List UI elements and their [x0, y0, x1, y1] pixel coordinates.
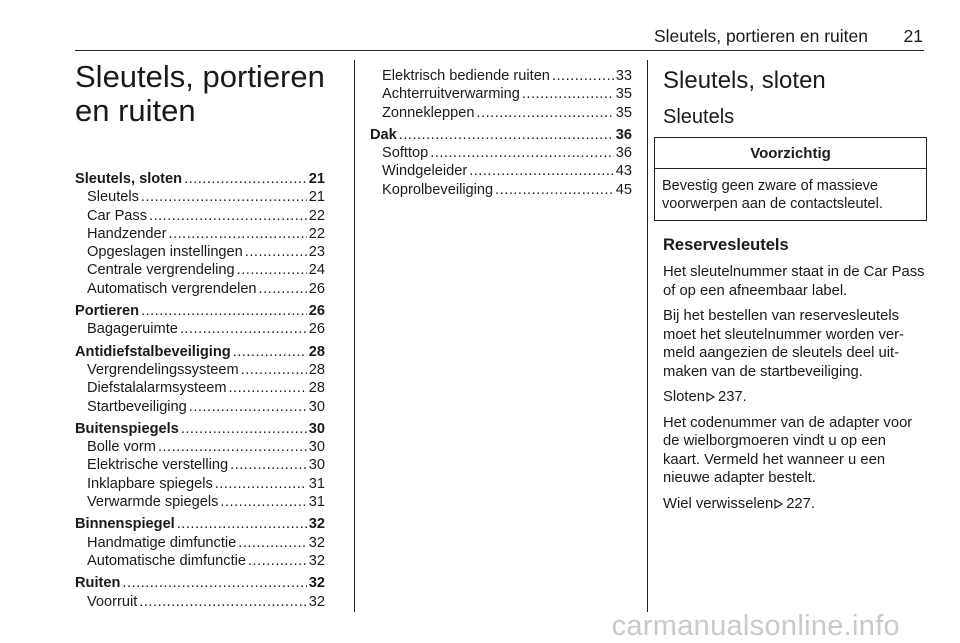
toc-page-number: 36	[615, 126, 632, 143]
toc-label: Buitenspiegels	[75, 420, 179, 437]
toc-label: Ruiten	[75, 575, 121, 592]
toc-subentry[interactable]	[75, 398, 325, 416]
toc-subentry[interactable]	[75, 552, 325, 570]
toc-label: Binnenspiegel	[75, 516, 175, 533]
toc-page-number: 30	[308, 398, 325, 415]
column-divider	[647, 60, 648, 612]
toc-page-number: 36	[615, 145, 632, 162]
paragraph-line: maken van de startbeveiliging.	[663, 363, 863, 380]
paragraph-ordering	[663, 307, 925, 381]
toc-label: Elektrisch bediende ruiten	[382, 68, 550, 84]
toc-page-number: 31	[308, 475, 325, 492]
toc-subentry[interactable]	[370, 144, 632, 162]
toc-subentry[interactable]	[370, 162, 632, 180]
toc-subentry[interactable]	[75, 243, 325, 261]
toc-page-number: 24	[308, 262, 325, 279]
section-title: Sleutels, sloten	[663, 67, 826, 94]
toc-subentry[interactable]	[370, 85, 632, 103]
toc-leader-dots	[430, 144, 614, 162]
toc-subentry[interactable]	[75, 493, 325, 511]
chapter-title-line1: Sleutels, portieren	[75, 59, 325, 94]
toc-page-number: 32	[308, 552, 325, 569]
toc-section-entry[interactable]	[370, 126, 632, 144]
toc-page-number: 45	[615, 181, 632, 198]
toc-leader-dots	[229, 379, 307, 397]
toc-label: Softtop	[382, 145, 429, 162]
caution-box	[654, 137, 927, 221]
toc-leader-dots	[215, 475, 307, 493]
toc-label: Bolle vorm	[87, 439, 156, 456]
toc-section-entry[interactable]	[75, 302, 325, 320]
toc-subentry[interactable]	[75, 320, 325, 338]
page-header	[75, 26, 923, 48]
chapter-title-line2: en ruiten	[75, 93, 196, 128]
caution-title: Voorzichtig	[655, 138, 926, 169]
toc-leader-dots	[184, 170, 307, 188]
toc-page-number: 43	[615, 163, 632, 180]
toc-subentry[interactable]	[75, 361, 325, 379]
toc-label: Zonnekleppen	[382, 104, 475, 121]
toc-section-entry[interactable]	[75, 343, 325, 361]
toc-label: Sleutels	[87, 189, 139, 206]
paragraph-line: meld aangezien de sleutels deel uit-	[663, 345, 900, 361]
toc-subentry[interactable]	[75, 280, 325, 298]
toc-subentry[interactable]	[75, 225, 325, 243]
toc-label: Verwarmde spiegels	[87, 494, 219, 511]
middle-column	[370, 67, 632, 199]
toc-page-number: 32	[308, 534, 325, 551]
paragraph-line: Bij het bestellen van reservesleutels	[663, 308, 900, 324]
toc-page-number: 28	[308, 361, 325, 378]
toc-leader-dots	[477, 104, 614, 122]
caution-text: Bevestig geen zware of massieve voorwerpen aan de contactsleutel.	[662, 178, 883, 212]
toc-subentry[interactable]	[75, 261, 325, 279]
toc-label: Achterruitverwarming	[382, 86, 520, 103]
toc-subentry[interactable]	[75, 456, 325, 474]
toc-section-entry[interactable]	[75, 515, 325, 533]
paragraph-adapter: Het codenummer van de adapter voor de wielborgmoeren vindt u op een kaart. Vermeld het wanneer u een nieuwe adapter bestelt.	[663, 414, 913, 486]
table-of-contents-continued	[370, 67, 632, 199]
toc-leader-dots	[177, 515, 307, 533]
toc-label: Portieren	[75, 303, 140, 320]
toc-leader-dots	[237, 261, 307, 279]
reference-page: 227.	[786, 495, 815, 512]
toc-page-number: 26	[308, 280, 325, 297]
reference-page: 237.	[717, 389, 747, 405]
page-reference-arrow-icon	[774, 499, 783, 509]
toc-page-number: 22	[308, 225, 325, 242]
toc-page-number: 33	[615, 68, 632, 84]
toc-leader-dots	[238, 534, 307, 552]
toc-label: Automatische dimfunctie	[87, 552, 246, 569]
toc-label: Koprolbeveiliging	[382, 181, 494, 198]
page-reference-arrow-icon	[706, 392, 715, 402]
reference-label: Sloten	[663, 389, 705, 405]
toc-page-number: 35	[615, 104, 632, 121]
toc-label: Centrale vergrendeling	[87, 262, 235, 279]
toc-page-number: 21	[308, 171, 325, 187]
toc-subentry[interactable]	[75, 534, 325, 552]
toc-label: Vergrendelingssysteem	[87, 361, 239, 378]
right-column	[663, 67, 925, 520]
toc-page-number: 32	[308, 593, 325, 610]
toc-page-number: 26	[308, 321, 325, 338]
toc-page-number: 28	[308, 380, 325, 397]
reference-label: Wiel verwisselen	[663, 495, 774, 512]
toc-section-entry[interactable]	[75, 574, 325, 592]
toc-leader-dots	[245, 243, 307, 261]
toc-label: Windgeleider	[382, 163, 468, 180]
toc-label: Startbeveiliging	[87, 398, 187, 415]
toc-label: Sleutels, sloten	[75, 171, 183, 187]
toc-subentry[interactable]	[370, 104, 632, 122]
toc-label: Handmatige dimfunctie	[87, 534, 237, 551]
toc-leader-dots	[399, 126, 614, 144]
toc-label: Inklapbare spiegels	[87, 475, 213, 492]
toc-page-number: 22	[308, 207, 325, 224]
paragraph-key-number: Het sleutelnummer staat in de Car Pass of op een afneembaar label.	[663, 264, 925, 299]
toc-page-number: 32	[308, 516, 325, 533]
toc-page-number: 30	[308, 457, 325, 474]
toc-leader-dots	[241, 361, 307, 379]
toc-subentry[interactable]	[370, 67, 632, 85]
toc-leader-dots	[469, 162, 614, 180]
cross-reference-sloten[interactable]	[663, 388, 925, 407]
toc-subentry[interactable]	[75, 438, 325, 456]
toc-leader-dots	[181, 420, 307, 438]
toc-page-number: 23	[308, 244, 325, 261]
toc-label: Bagageruimte	[87, 321, 178, 338]
reservesleutels-heading: Reservesleutels	[663, 236, 789, 254]
toc-leader-dots	[495, 181, 614, 199]
toc-page-number: 31	[308, 494, 325, 511]
toc-leader-dots	[259, 280, 307, 298]
chapter-title	[75, 60, 325, 128]
toc-leader-dots	[233, 343, 307, 361]
toc-subentry[interactable]	[75, 379, 325, 397]
toc-leader-dots	[122, 574, 306, 592]
toc-leader-dots	[522, 85, 614, 103]
toc-subentry[interactable]	[75, 593, 325, 611]
toc-label: Handzender	[87, 225, 167, 242]
paragraph-line: moet het sleutelnummer worden ver-	[663, 326, 904, 343]
toc-page-number: 21	[308, 189, 325, 206]
toc-leader-dots	[248, 552, 307, 570]
toc-page-number: 30	[308, 439, 325, 456]
header-rule	[75, 50, 924, 51]
watermark: carmanualsonline.info	[611, 610, 900, 642]
toc-leader-dots	[158, 438, 307, 456]
toc-section-entry[interactable]	[75, 420, 325, 438]
subsection-title: Sleutels	[663, 106, 735, 128]
toc-page-number: 26	[308, 303, 325, 320]
toc-leader-dots	[180, 320, 307, 338]
toc-label: Diefstalalarmsysteem	[87, 380, 227, 397]
toc-leader-dots	[141, 302, 307, 320]
toc-label: Antidiefstalbeveiliging	[75, 343, 231, 360]
cross-reference-wiel[interactable]	[663, 495, 925, 514]
toc-page-number: 28	[308, 343, 325, 360]
toc-page-number: 35	[615, 86, 632, 103]
page-number: 21	[903, 26, 923, 46]
toc-subentry[interactable]	[75, 475, 325, 493]
toc-leader-dots	[552, 67, 614, 85]
toc-section-entry[interactable]	[75, 170, 325, 188]
left-column	[75, 60, 325, 611]
toc-page-number: 30	[308, 420, 325, 437]
table-of-contents	[75, 170, 325, 611]
toc-leader-dots	[169, 225, 307, 243]
toc-label: Automatisch vergrendelen	[87, 280, 257, 297]
toc-leader-dots	[230, 456, 307, 474]
toc-label: Opgeslagen instellingen	[87, 244, 243, 261]
toc-subentry[interactable]	[75, 188, 325, 206]
column-divider	[354, 60, 355, 612]
toc-leader-dots	[189, 398, 307, 416]
toc-label: Car Pass	[87, 207, 148, 224]
toc-label: Voorruit	[87, 593, 138, 610]
toc-label: Dak	[370, 126, 397, 143]
toc-leader-dots	[149, 207, 307, 225]
toc-leader-dots	[141, 188, 307, 206]
running-title: Sleutels, portieren en ruiten	[653, 26, 868, 46]
toc-leader-dots	[220, 493, 306, 511]
toc-leader-dots	[139, 593, 306, 611]
toc-subentry[interactable]	[75, 207, 325, 225]
toc-subentry[interactable]	[370, 181, 632, 199]
toc-page-number: 32	[308, 575, 325, 592]
toc-label: Elektrische verstelling	[87, 457, 229, 474]
